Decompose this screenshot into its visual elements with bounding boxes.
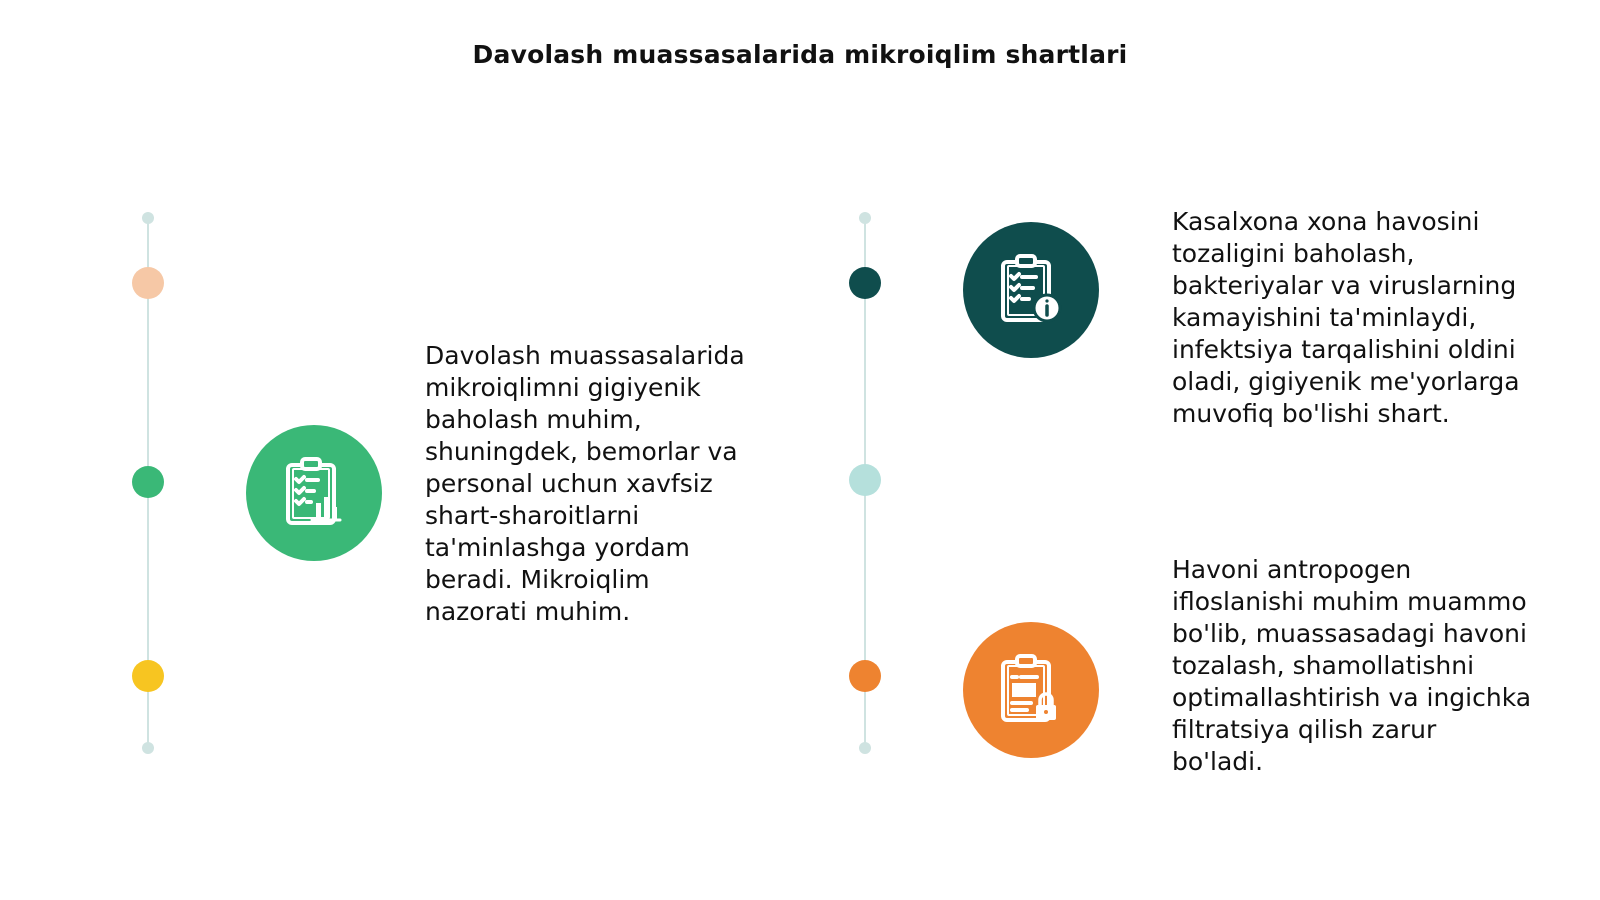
timeline-dot-peach [132, 267, 164, 299]
timeline-end-dot [859, 742, 871, 754]
timeline-dot-dark-teal [849, 267, 881, 299]
timeline-dot-green [132, 466, 164, 498]
timeline-right [845, 210, 885, 760]
clipboard-info-icon [963, 222, 1099, 358]
timeline-left [128, 210, 168, 760]
timeline-dot-orange [849, 660, 881, 692]
item-text-1: Davolash muassasalarida mikroiqlimni gigiyenik baholash muhim, shuningdek, bemorlar va personal uchun xavfsiz shart-sharoitlarni ta'minlashga yordam beradi. Mikroiqlim nazorati muhim. [425, 341, 745, 626]
timeline-end-dot [142, 742, 154, 754]
page-title: Davolash muassasalarida mikroiqlim shartlari [472, 40, 1128, 69]
timeline-start-dot [859, 212, 871, 224]
item-text-2: Kasalxona xona havosini tozaligini baholash, bakteriyalar va viruslarning kamayishini ta'minlaydi, infektsiya tarqalishini oldini oladi, gigiyenik me'yorlarga muvofiq bo'lishi shart. [1172, 207, 1520, 428]
timeline-start-dot [142, 212, 154, 224]
clipboard-chart-icon [246, 425, 382, 561]
timeline-dot-yellow [132, 660, 164, 692]
item-text-3: Havoni antropogen ifloslanishi muhim muammo bo'lib, muassasadagi havoni tozalash, shamollatishni optimallashtirish va ingichka filtratsiya qilish zarur bo'ladi. [1172, 555, 1532, 776]
clipboard-lock-icon [963, 622, 1099, 758]
timeline-dot-light-teal [849, 464, 881, 496]
